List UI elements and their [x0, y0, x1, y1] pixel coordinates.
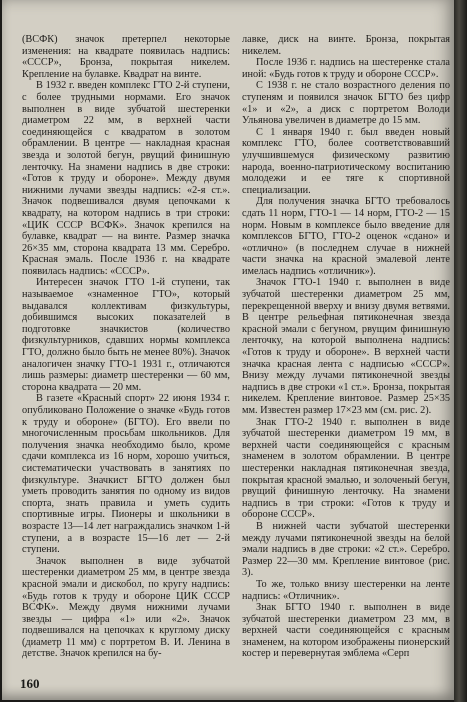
paragraph: После 1936 г. надпись на шестеренке стала иной: «Будь готов к труду и обороне СССР».	[242, 57, 450, 80]
paragraph: С 1 января 1940 г. был введен новый комплекс ГТО, более соответствовавший улучшившемуся физическому развитию народа, военно-патриотическому воспитанию молодежи и ее тяге к спортивной специализации.	[242, 126, 450, 196]
paragraph: В газете «Красный спорт» 22 июня 1934 г. опубликовано Положение о значке «Будь готов к труду и обороне» (БГТО). Его ввели по многочисленным просьбам школьников. Для получения значка необходимо было, кроме сдачи комплекса из 16 норм, хорошо учиться, систематически участвовать в занятиях по физкультуре. Значкист БГТО должен был уметь проводить занятия по одному из видов спорта, знать правила и уметь судить спортивные игры. Пионеры и школьники в возрасте 13—14 лет награждались значком 1-й ступени, а в возрасте 15—16 лет — 2-й ступени.	[22, 393, 230, 556]
book-gutter	[454, 0, 467, 702]
paragraph: С 1938 г. не стало возрастного деления по ступеням и появился значок БГТО без цифр «1» и «2», а диск с портретом Володи Ульянова увеличен в диаметре до 15 мм.	[242, 80, 450, 127]
paragraph: В 1932 г. введен комплекс ГТО 2-й ступени, с более трудными нормами. Его значок выполнен в виде зубчатой шестеренки диаметром 22 мм, в верхней части соединяющейся с квадратом в золотом обрамлении. В центре — накладная красная звезда и золотой бегун, рвущий финишную ленточку. На знамени надпись в две строки: «Готов к труду и обороне». Между двумя нижними лучами звезды надпись: «2-я ст.». Значок подвешивался двумя цепочками к квадрату, на котором надпись в три строки: «ЦИК СССР ВСФК». Значок крепился на булавке, квадрат — на винте. Размер значка 26×35 мм, сторона квадрата 13 мм. Серебро. Красная эмаль. После 1936 г. на квадрате появилась надпись: «СССР».	[22, 80, 230, 277]
paragraph: лавке, диск на винте. Бронза, покрытая никелем.	[242, 34, 450, 57]
paragraph: Значок выполнен в виде зубчатой шестеренки диаметром 25 мм, в центре звезда красной эмали и дискобол, по кругу надпись: «Будь готов к труду и обороне ЦИК СССР ВСФК». Между двумя нижними лучами звезды — цифра «1» или «2». Значок подвешивался на цепочках к круглому диску (диаметр 11 мм) с портретом В. И. Ленина в детстве. Значок крепился на бу-	[22, 555, 230, 660]
paragraph: В нижней части зубчатой шестеренки между лучами пятиконечной звезды на белой эмали надпись в две строки: «2 ст.». Серебро. Размер 22—30 мм. Крепление винтовое (рис. 3).	[242, 520, 450, 579]
book-page	[2, 0, 454, 700]
paragraph: Для получения значка БГТО требовалось сдать 11 норм, ГТО-1 — 14 норм, ГТО-2 — 15 норм. Новым в комплексе было введение для комплексов БГТО, ГТО-2 оценок «сдано» и «отлично» (в последнем случае в нижней части значка на красной эмалевой ленте имелась надпись «отличник»).	[242, 196, 450, 277]
paragraph: То же, только внизу шестеренки на ленте надпись: «Отличник».	[242, 578, 450, 602]
left-column	[22, 34, 230, 660]
paragraph: Знак БГТО 1940 г. выполнен в виде зубчатой шестеренки диаметром 23 мм, в верхней части соединяющейся с красным знаменем, на котором изображены пионерский костер и перевернутая эмблема «Серп	[242, 602, 450, 660]
paragraph: Интересен значок ГТО 1-й ступени, так называемое «знаменное ГТО», который выдавался коллективам физкультуры, добившимся высоких показателей в подготовке значкистов (количество физкультурников, сдавших нормы комплекса ГТО, должно было быть не менее 80%). Значок аналогичен значку ГТО-1 1931 г., отличаются лишь размеры: диаметр шестеренки — 60 мм, сторона квадрата — 20 мм.	[22, 277, 230, 393]
right-column	[242, 34, 450, 660]
paragraph: Знак ГТО-2 1940 г. выполнен в виде зубчатой шестеренки диаметром 19 мм, в верхней части соединяющейся с красным знаменем в золотом обрамлении. В центре шестеренки накладная пятиконечная звезда, покрытая красной эмалью, и золоченый бегун, рвущий финишную ленточку. На знамени надпись в три строки: «Готов к труду и обороне СССР».	[242, 416, 450, 521]
paragraph: Значок ГТО-1 1940 г. выполнен в виде зубчатой шестеренки диаметром 25 мм, перекрещенной вверху и внизу двумя ветвями. В центре рельефная пятиконечная звезда красной эмали с бегуном, рвущим финишную ленточку, на которой выполнена надпись: «Готов к труду и обороне». В верхней части значка красная лента с надписью «СССР». Внизу между лучами пятиконечной звезды надпись в две строки «1 ст.». Бронза, покрытая никелем. Крепление винтовое. Размер 25×35 мм. Известен размер 17×23 мм (см. рис. 2).	[242, 277, 450, 416]
paragraph: (ВСФК) значок претерпел некоторые изменения: на квадрате появилась надпись: «СССР», Бронза, покрытая никелем. Крепление на булавке. Квадрат на винте.	[22, 34, 230, 80]
page-number: 160	[20, 676, 40, 691]
